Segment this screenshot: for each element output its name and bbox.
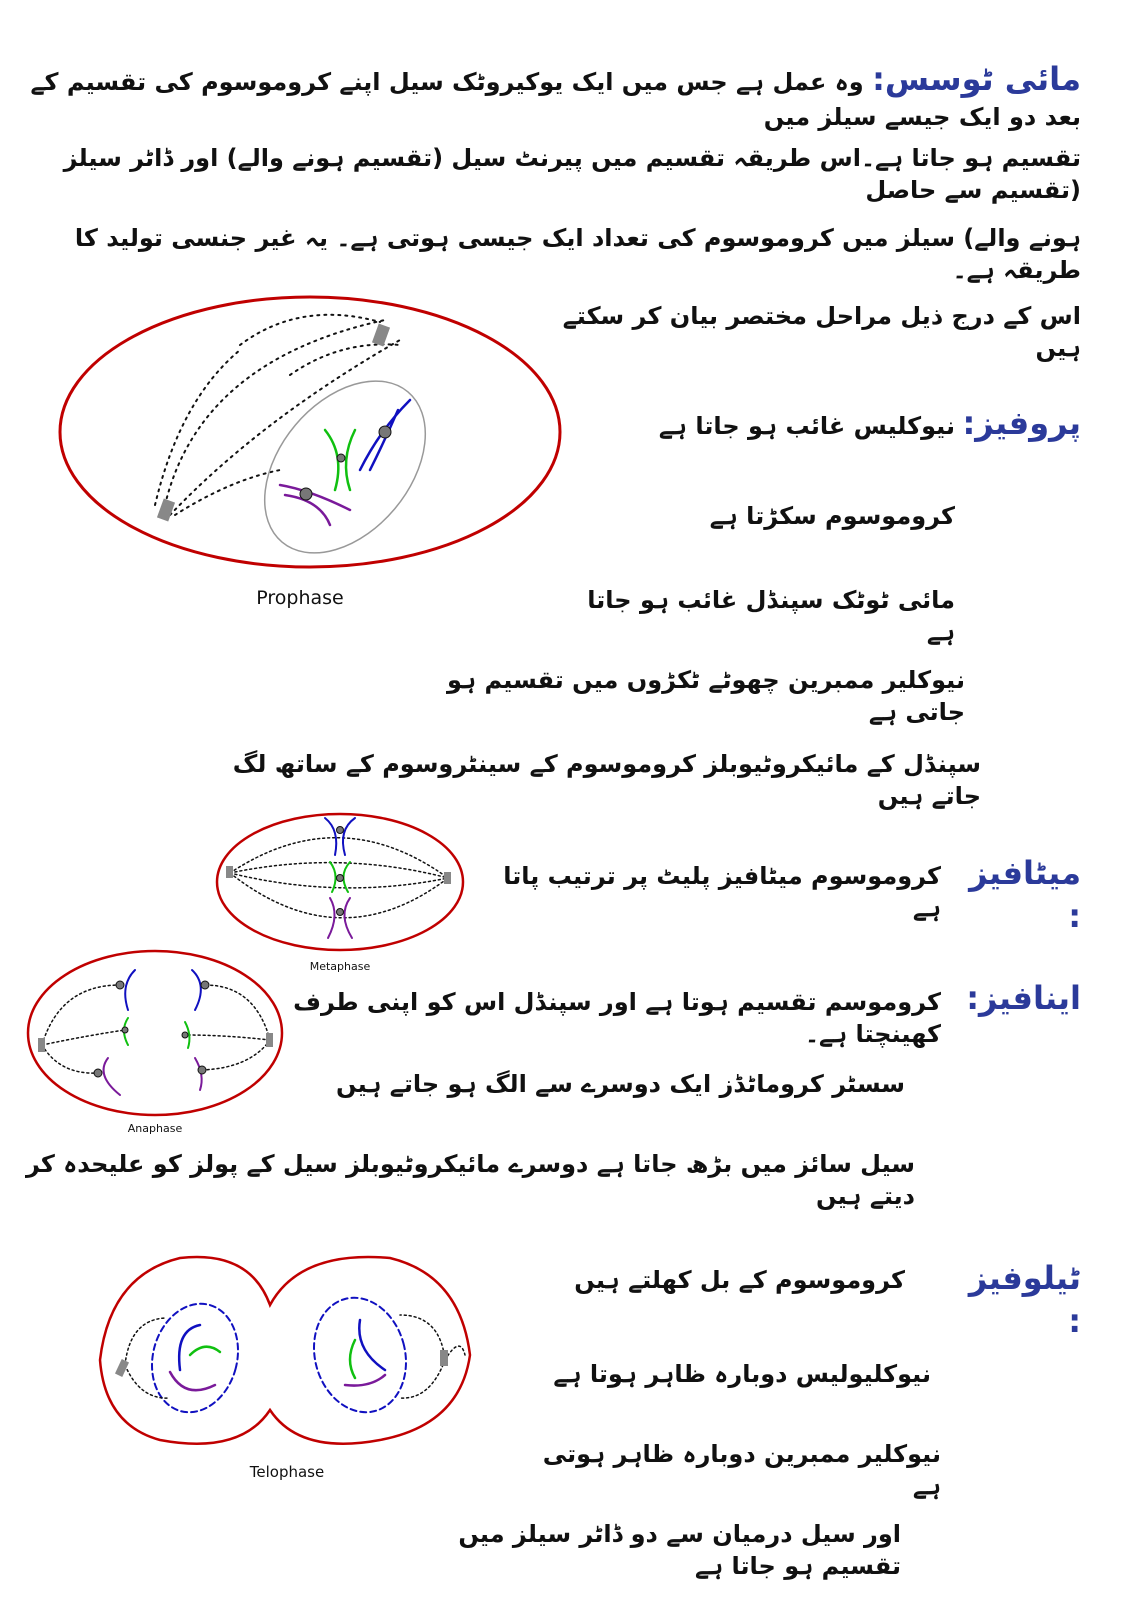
intro-line-4: اس کے درج ذیل مراحل مختصر بیان کر سکتے ہیں: [562, 302, 1081, 363]
anaphase-label: Anaphase: [127, 1122, 183, 1135]
prophase-point: نیوکلیر ممبرین چھوٹے ٹکڑوں میں تقسیم ہو جاتی ہے: [446, 666, 965, 727]
prophase-point: سپنڈل کے مائیکروٹیوبلز کروموسوم کے سینٹروسوم کے ساتھ لگ جاتے ہیں: [232, 750, 981, 811]
telophase-point: نیوکلیر ممبرین دوبارہ ظاہر ہوتی ہے: [542, 1440, 941, 1501]
intro-line-2: تقسیم ہو جاتا ہے۔اس طریقہ تقسیم میں پیرنٹ سیل (تقسیم ہونے والے) اور ڈاٹر سیلز (تقسیم سے حاصل: [63, 144, 1081, 205]
telophase-heading: ٹیلوفیز:: [968, 1259, 1081, 1341]
centriole: [372, 324, 390, 347]
metaphase-heading: میٹافیز:: [969, 854, 1081, 936]
prophase-heading: پروفیز:: [962, 404, 1081, 442]
telophase-point: نیوکلیولیس دوبارہ ظاہر ہوتا ہے: [553, 1360, 931, 1388]
spindle-fibers: [155, 315, 400, 515]
chromosome-purple: [280, 485, 350, 525]
prophase-diagram: [60, 297, 560, 584]
prophase-point: نیوکلیس غائب ہو جاتا ہے: [658, 412, 955, 440]
prophase-point: کروموسوم سکڑتا ہے: [709, 502, 955, 530]
telophase-point: اور سیل درمیان سے دو ڈاٹر سیلز میں تقسیم ہو جاتا ہے: [458, 1520, 901, 1581]
telophase-label: Telophase: [249, 1463, 325, 1481]
telophase-diagram: [100, 1257, 470, 1444]
metaphase-point: کروموسوم میٹافیز پلیٹ پر ترتیب پاتا ہے: [503, 862, 941, 923]
anaphase-point: سیل سائز میں بڑھ جاتا ہے دوسرے مائیکروٹیوبلز سیل کے پولز کو علیحدہ کر دیتے ہیں: [26, 1150, 915, 1211]
anaphase-point: کروموسم تقسیم ہوتا ہے اور سپنڈل اس کو اپنی طرف کھینچتا ہے۔: [293, 988, 941, 1049]
centriole: [157, 499, 175, 522]
term-mitosis: مائی ٹوسس:: [872, 60, 1081, 98]
prophase-point: مائی ٹوٹک سپنڈل غائب ہو جاتا ہے: [587, 586, 955, 647]
anaphase-diagram: [28, 951, 282, 1115]
telophase-point: کروموسوم کے بل کھلتے ہیں: [574, 1266, 905, 1294]
cell-membrane: [60, 297, 560, 567]
anaphase-point: سسٹر کروماٹڈز ایک دوسرے سے الگ ہو جاتے ہیں: [335, 1070, 905, 1098]
intro-line-3: ہونے والے) سیلز میں کروموسوم کی تعداد ایک جیسی ہوتی ہے۔ یہ غیر جنسی تولید کا طریقہ ہے۔: [74, 224, 1081, 285]
prophase-label: Prophase: [256, 587, 344, 609]
anaphase-heading: اینافیز:: [966, 979, 1081, 1017]
metaphase-diagram: [217, 814, 463, 950]
intro-text-1: وہ عمل ہے جس میں ایک یوکیروٹک سیل اپنے کروموسوم کی تقسیم کے بعد دو ایک جیسے سیلز میں: [30, 68, 1081, 132]
metaphase-label: Metaphase: [309, 960, 371, 973]
